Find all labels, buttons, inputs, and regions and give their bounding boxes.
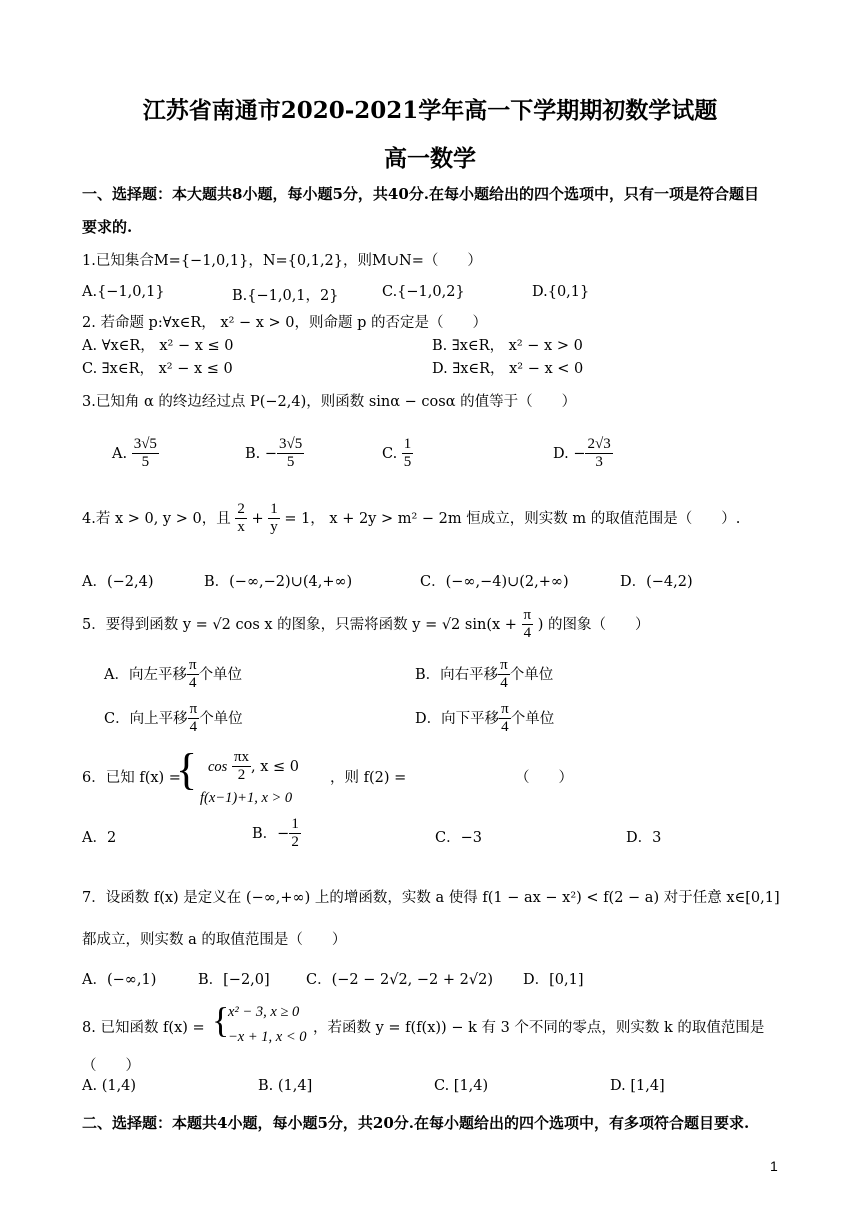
numerator: 3√5 bbox=[132, 436, 159, 454]
question-3-stem: 3.已知角 α 的终边经过点 P(−2,4)，则函数 sinα − cosα 的值等于（ ） bbox=[82, 394, 577, 410]
denominator: 4 bbox=[501, 719, 509, 736]
section1-heading-cont: 要求的. bbox=[82, 218, 133, 236]
question-5-option-a bbox=[104, 657, 242, 693]
denominator: 2 bbox=[291, 834, 299, 851]
question-8-suffix: ，若函数 y = f(f(x)) − k 有 3 个不同的零点，则实数 k 的取值范围是 bbox=[313, 1020, 765, 1036]
question-8-prefix: 8. 已知函数 f(x) = bbox=[82, 1020, 205, 1036]
option-label: C. bbox=[382, 445, 398, 462]
question-6-prefix: 6．已知 f(x) = bbox=[82, 770, 181, 786]
question-6-option-b bbox=[252, 816, 301, 852]
option-suffix: 个单位 bbox=[510, 710, 555, 727]
fraction-pi-x-over-2 bbox=[232, 749, 251, 785]
question-4-option-d: D．(−4,2) bbox=[620, 574, 693, 590]
question-1-option-c: C.{−1,0,2} bbox=[382, 284, 465, 300]
piecewise-case-2: f(x−1)+1, x > 0 bbox=[200, 790, 293, 806]
option-fraction bbox=[585, 436, 612, 472]
question-7-option-c: C．(−2 − 2√2, −2 + 2√2) bbox=[306, 972, 493, 988]
question-7-stem: 7．设函数 f(x) 是定义在 (−∞,+∞) 上的增函数，实数 a 使得 f(1 − ax − x²) < f(2 − a) 对于任意 x∈[0,1] bbox=[82, 890, 780, 906]
option-prefix: A．向左平移 bbox=[104, 666, 187, 683]
question-1-option-b: B.{−1,0,1，2} bbox=[232, 288, 339, 304]
option-fraction bbox=[188, 701, 200, 737]
option-prefix: C．向上平移 bbox=[104, 710, 188, 727]
question-8-option-c: C. [1,4) bbox=[434, 1078, 489, 1094]
stem-prefix: 5．要得到函数 y = √2 cos x 的图象，只需将函数 y = √2 sin(x + bbox=[82, 616, 517, 633]
question-3-option-a bbox=[112, 436, 159, 472]
option-fraction bbox=[277, 436, 304, 472]
question-1-stem: 1.已知集合M={−1,0,1}，N={0,1,2}，则M∪N=（ ） bbox=[82, 253, 482, 269]
denominator: y bbox=[270, 519, 278, 536]
question-3-option-c bbox=[382, 436, 413, 472]
question-5-option-b bbox=[415, 657, 553, 693]
question-2-option-a: A. ∀x∈R， x² − x ≤ 0 bbox=[82, 338, 234, 354]
question-1-option-d: D.{0,1} bbox=[532, 284, 590, 300]
question-6-option-a: A．2 bbox=[82, 830, 117, 846]
piecewise-case-2: −x + 1, x < 0 bbox=[228, 1029, 307, 1045]
option-label: D. bbox=[553, 445, 569, 462]
plus-sign: + bbox=[251, 510, 264, 527]
question-4-stem bbox=[82, 501, 740, 537]
fraction-2-over-x bbox=[235, 501, 247, 537]
option-suffix: 个单位 bbox=[199, 710, 243, 727]
option-sign: − bbox=[573, 445, 586, 462]
question-2-option-b: B. ∃x∈R， x² − x > 0 bbox=[432, 338, 583, 354]
numerator: 1 bbox=[268, 501, 280, 519]
option-prefix: B．向右平移 bbox=[415, 666, 499, 683]
option-fraction bbox=[499, 701, 511, 737]
question-5-option-d bbox=[415, 701, 554, 737]
numerator: 1 bbox=[402, 436, 414, 454]
document-title: 江苏省南通市2020-2021学年高一下学期期初数学试题 bbox=[142, 97, 718, 124]
numerator: π bbox=[187, 657, 199, 675]
denominator: 3 bbox=[595, 454, 603, 471]
piecewise-case-1: x² − 3, x ≥ 0 bbox=[228, 1004, 300, 1020]
piecewise-brace: { bbox=[212, 1000, 230, 1040]
question-2-option-d: D. ∃x∈R， x² − x < 0 bbox=[432, 361, 584, 377]
numerator: 3√5 bbox=[277, 436, 304, 454]
numerator: π bbox=[522, 607, 534, 625]
denominator: 4 bbox=[500, 675, 508, 692]
piecewise-case-1 bbox=[208, 749, 299, 785]
question-4-option-b: B．(−∞,−2)∪(4,+∞) bbox=[204, 574, 353, 590]
section1-heading: 一、选择题：本大题共8小题，每小题5分，共40分.在每小题给出的四个选项中，只有一项是符合题目 bbox=[82, 185, 759, 203]
question-8-option-b: B. (1,4] bbox=[258, 1078, 313, 1094]
question-1-option-a: A.{−1,0,1} bbox=[82, 284, 165, 300]
option-sign: − bbox=[277, 825, 290, 842]
question-7-option-b: B．[−2,0] bbox=[198, 972, 270, 988]
option-sign: − bbox=[264, 445, 278, 462]
question-7-stem-cont: 都成立，则实数 a 的取值范围是（ ） bbox=[82, 932, 347, 948]
option-label: B. bbox=[245, 445, 261, 462]
question-5-stem bbox=[82, 607, 649, 643]
question-2-stem: 2. 若命题 p:∀x∈R， x² − x > 0，则命题 p 的否定是（ ） bbox=[82, 315, 488, 331]
question-8-option-a: A. (1,4) bbox=[82, 1078, 137, 1094]
question-6-option-c: C．−3 bbox=[435, 830, 482, 846]
numerator: 2 bbox=[235, 501, 247, 519]
question-5-option-c bbox=[104, 701, 243, 737]
numerator: 2√3 bbox=[585, 436, 612, 454]
option-fraction bbox=[289, 816, 301, 852]
question-6-option-d: D．3 bbox=[626, 830, 662, 846]
denominator: 5 bbox=[141, 454, 150, 471]
section2-heading: 二、选择题：本题共4小题，每小题5分，共20分.在每小题给出的四个选项中，有多项符合题目要求. bbox=[82, 1114, 750, 1132]
option-label: A. bbox=[112, 445, 128, 462]
fraction-1-over-y bbox=[268, 501, 280, 537]
option-fraction bbox=[498, 657, 510, 693]
question-8-answer-paren: （ ） bbox=[82, 1058, 140, 1074]
denominator: 5 bbox=[286, 454, 295, 471]
fraction-pi-over-4 bbox=[522, 607, 534, 643]
stem-suffix: ) 的图象（ ） bbox=[537, 616, 650, 633]
denominator: 4 bbox=[523, 625, 532, 642]
denominator: 2 bbox=[237, 767, 246, 784]
numerator: 1 bbox=[289, 816, 301, 834]
denominator: x bbox=[237, 519, 245, 536]
question-7-option-d: D．[0,1] bbox=[523, 972, 584, 988]
option-suffix: 个单位 bbox=[509, 666, 554, 683]
question-3-option-b bbox=[245, 436, 304, 472]
piecewise-brace: { bbox=[176, 745, 198, 794]
denominator: 4 bbox=[189, 675, 197, 692]
option-fraction bbox=[187, 657, 199, 693]
question-3-option-d bbox=[553, 436, 613, 472]
question-4-option-c: C．(−∞,−4)∪(2,+∞) bbox=[420, 574, 569, 590]
stem-suffix: = 1， x + 2y > m² − 2m 恒成立，则实数 m 的取值范围是（ ）. bbox=[284, 510, 741, 527]
question-8-option-d: D. [1,4] bbox=[610, 1078, 665, 1094]
denominator: 5 bbox=[403, 454, 412, 471]
question-7-option-a: A．(−∞,1) bbox=[82, 972, 157, 988]
option-prefix: D．向下平移 bbox=[415, 710, 500, 727]
stem-prefix: 4.若 x > 0, y > 0，且 bbox=[82, 510, 231, 527]
case-condition: , x ≤ 0 bbox=[251, 758, 300, 775]
numerator: π bbox=[188, 701, 200, 719]
page-number: 1 bbox=[770, 1158, 778, 1174]
numerator: π bbox=[499, 701, 511, 719]
numerator: π bbox=[498, 657, 510, 675]
option-label: B． bbox=[252, 825, 278, 842]
option-suffix: 个单位 bbox=[198, 666, 243, 683]
question-2-option-c: C. ∃x∈R， x² − x ≤ 0 bbox=[82, 361, 233, 377]
question-6-answer-paren: （ ） bbox=[515, 770, 573, 786]
denominator: 4 bbox=[189, 719, 198, 736]
question-4-option-a: A．(−2,4) bbox=[82, 574, 154, 590]
cos-text: cos bbox=[208, 758, 228, 775]
document-subtitle: 高一数学 bbox=[384, 145, 476, 172]
option-fraction bbox=[132, 436, 159, 472]
question-6-suffix: ，则 f(2) = bbox=[330, 770, 407, 786]
option-fraction bbox=[402, 436, 414, 472]
numerator: πx bbox=[232, 749, 251, 767]
